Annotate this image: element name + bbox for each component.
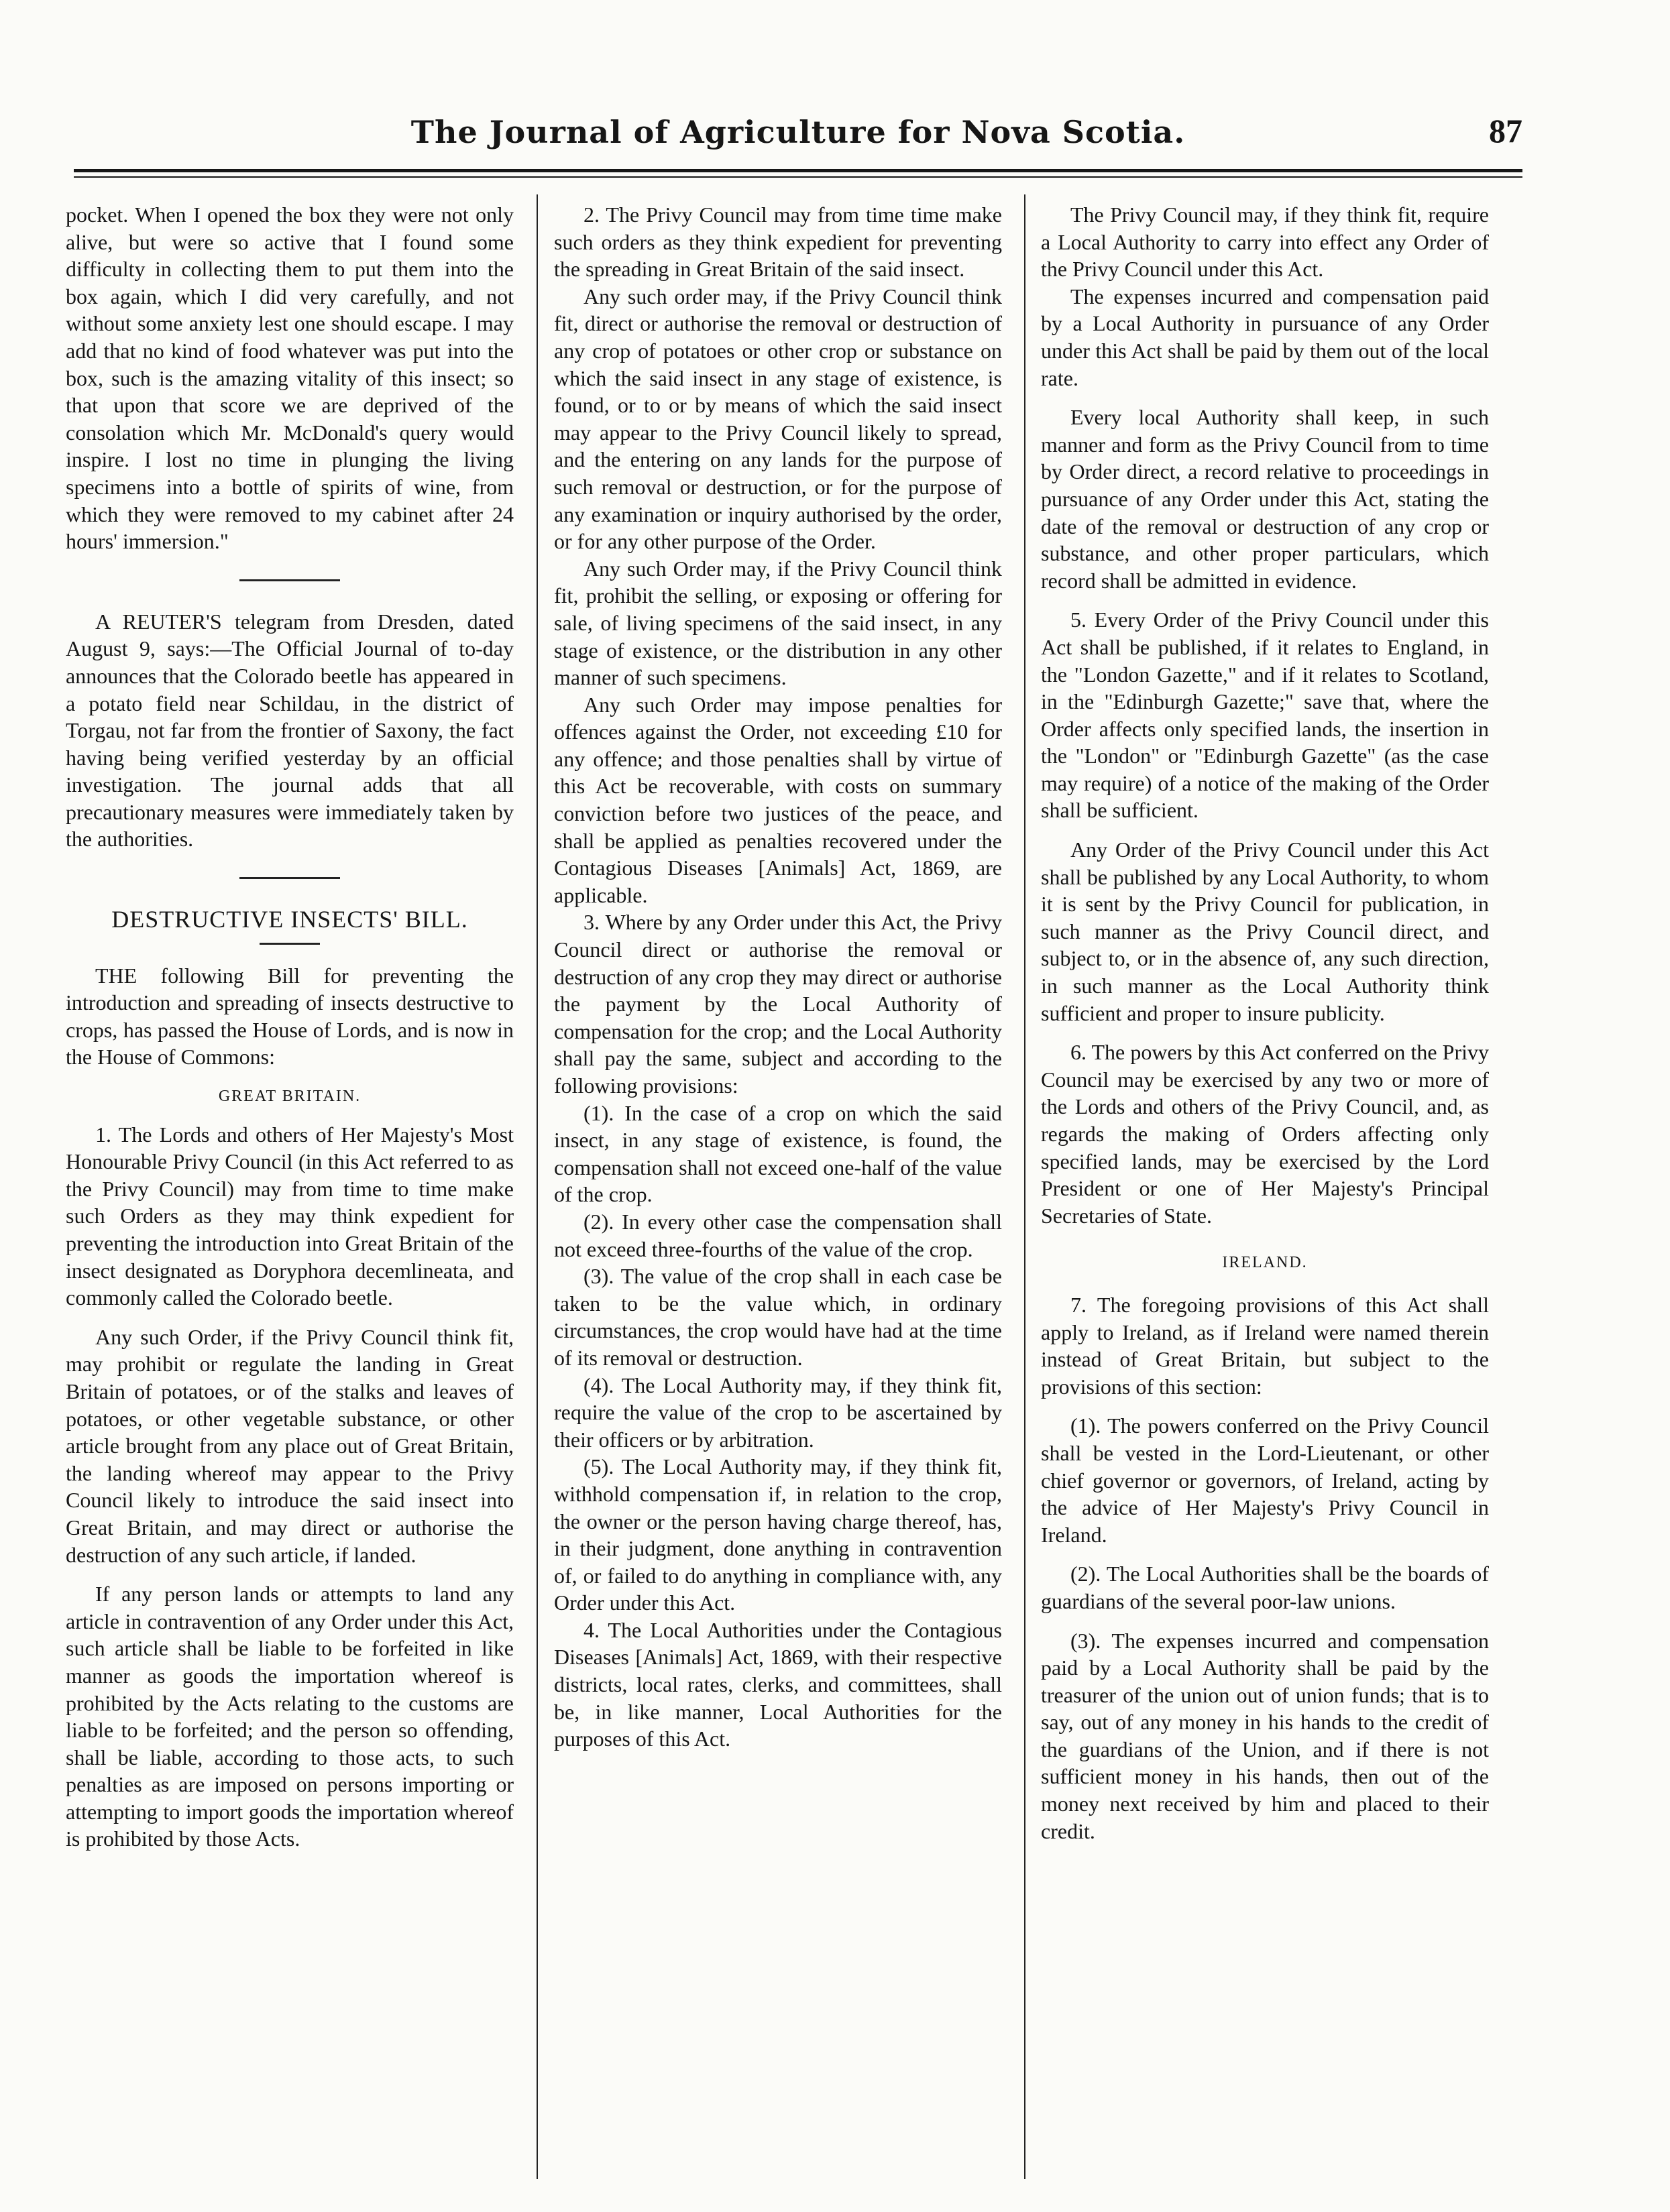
paragraph: pocket. When I opened the box they were not only alive, but were so active that I found some difficulty in collecting them to put them into the box again, which I did very carefully, and not without some anxiety lest one should escape. I may add that no kind of food whatever was put into the box, such is the amazing vitality of this insect; so that upon that score we are deprived of the consolation which Mr. McDonald's query would inspire. I lost no time in plunging the living specimens into a bottle of spirits of wine, from which they were removed to my cabinet after 24 hours' immersion." xyxy=(66,202,514,554)
paragraph: If any person lands or attempts to land any article in contravention of any Order under this Act, such article shall be liable to be forfeited in like manner as goods the importation whereof is prohibited by the Acts relating to the customs are liable to be forfeited; and the person so offending, shall be liable, according to those acts, to such penalties as are imposed on persons importing or attempting to import goods the importation whereof is prohibited by those Acts. xyxy=(66,1582,514,1851)
paragraph: Any such order may, if the Privy Council think fit, direct or authorise the removal or destruction of any crop of potatoes or other crop or substance on which the said insect in any stage of existence, is found, or to or by means of which the said insect may appear to the Privy Council likely to spread, and the entering on any lands for the purpose of such removal or destruction, or for the purpose of any examination or inquiry authorised by the order, or for any other purpose of the Order. xyxy=(554,284,1002,554)
paragraph: 1. The Lords and others of Her Majesty's Most Honourable Privy Council (in this Act referred to as the Privy Council) may from time to time make such Orders as they may think expedient for preventing the introduction into Great Britain of the insect designated as Doryphora decemlineata, and commonly called the Colorado beetle. xyxy=(66,1122,514,1310)
paragraph: 4. The Local Authorities under the Contagious Diseases [Animals] Act, 1869, with their respective districts, local rates, clerks, and committees, shall be, in like manner, Local Authorities for the purposes of this Act. xyxy=(554,1617,1002,1751)
paragraph: 2. The Privy Council may from time time make such orders as they think expedient for preventing the spreading in Great Britain of the said insect. xyxy=(554,202,1002,282)
paragraph: Every local Authority shall keep, in such manner and form as the Privy Council from to time by Order direct, a record relative to proceedings in pursuance of any Order under this Act, stating the date of the removal or destruction of any crop or substance, and other proper particulars, which record shall be admitted in evidence. xyxy=(1041,405,1489,593)
paragraph: 7. The foregoing provisions of this Act shall apply to Ireland, as if Ireland were named therein instead of Great Britain, but subject to the provisions of this section: xyxy=(1041,1292,1489,1399)
column-divider-1 xyxy=(537,194,538,2179)
paragraph: Any Order of the Privy Council under this Act shall be published by any Local Authority, to whom it is sent by the Privy Council for publication, in such manner as the Privy Council direct, and subject to, or in the absence of, any such direction, in such manner as the Local Authority think sufficient and proper to insure publicity. xyxy=(1041,837,1489,1025)
section-subheading: IRELAND. xyxy=(1222,1254,1308,1272)
paragraph: (4). The Local Authority may, if they think fit, require the value of the crop to be ascertained by their officers or by arbitration. xyxy=(554,1373,1002,1452)
paragraph: A REUTER'S telegram from Dresden, dated August 9, says:—The Official Journal of to-day announces that the Colorado beetle has appeared in a potato field near Schildau, in the district of Torgau, not far from the frontier of Saxony, the fact having being verified yesterday by an official investigation. The journal adds that all precautionary measures were immediately taken by the authorities. xyxy=(66,609,514,852)
paragraph: 6. The powers by this Act conferred on the Privy Council may be exercised by any two or more of the Lords and others of the Privy Council, and, as regards the making of Orders affecting only specified lands, may be exercised by the Lord President or one of Her Majesty's Principal Secretaries of State. xyxy=(1041,1040,1489,1228)
paragraph: 5. Every Order of the Privy Council under this Act shall be published, if it relates to England, in the "London Gazette," and if it relates to Scotland, in the "Edinburgh Gazette;" save that, where the Order affects only specified lands, the insertion in the "London" or "Edinburgh Gazette" (as the case may require) of a notice of the making of the Order shall be sufficient. xyxy=(1041,607,1489,823)
paragraph: 3. Where by any Order under this Act, the Privy Council direct or authorise the removal or destruction of any crop they may direct or authorise the payment by the Local Authority of compensation for the crop; and the Local Authority shall pay the same, subject and according to the following provisions: xyxy=(554,910,1002,1098)
paragraph: (1). In the case of a crop on which the said insect, in any stage of existence, is found, the compensation shall not exceed one-half of the value of the crop. xyxy=(554,1100,1002,1207)
paragraph: (3). The expenses incurred and compensation paid by a Local Authority shall be paid by the treasurer of the union out of union funds; that is to say, out of any money in his hands to the credit of the guardians of the Union, and if there is not sufficient money in his hands, then out of the money next received by him and placed to their credit. xyxy=(1041,1628,1489,1843)
paragraph: (2). In every other case the compensation shall not exceed three-fourths of the value of the crop. xyxy=(554,1209,1002,1261)
paragraph: (1). The powers conferred on the Privy Council shall be vested in the Lord-Lieutenant, or other chief governor or governors, of Ireland, acting by the advice of Her Majesty's Privy Council in Ireland. xyxy=(1041,1413,1489,1547)
paragraph: (3). The value of the crop shall in each case be taken to be the value which, in ordinary circumstances, the crop would have had at the time of its removal or destruction. xyxy=(554,1264,1002,1370)
section-divider xyxy=(239,579,340,581)
column-divider-2 xyxy=(1024,194,1025,2179)
column-1 xyxy=(66,201,514,2172)
section-subheading: GREAT BRITAIN. xyxy=(218,1088,361,1106)
article-heading: DESTRUCTIVE INSECTS' BILL. xyxy=(111,906,468,933)
paragraph: Any such Order may, if the Privy Council think fit, prohibit the selling, or exposing or offering for sale, of living specimens of the said insect, in any stage of existence, or the distribution in any other manner of such specimens. xyxy=(554,556,1002,690)
paragraph: Any such Order, if the Privy Council think fit, may prohibit or regulate the landing in Great Britain of potatoes, or of the stalks and leaves of potatoes, or other vegetable substance, or other article brought from any place out of Great Britain, the landing whereof may appear to the Privy Council likely to introduce the said insect into Great Britain, and may direct or authorise the destruction of any such article, if landed. xyxy=(66,1324,514,1567)
journal-title: The Journal of Agriculture for Nova Scotia. xyxy=(410,114,1186,150)
header-rule-thin xyxy=(74,176,1522,178)
column-2 xyxy=(554,201,1002,2172)
page-number: 87 xyxy=(1489,112,1522,150)
heading-underline xyxy=(260,943,320,945)
section-divider xyxy=(239,877,340,879)
paragraph: The Privy Council may, if they think fit, require a Local Authority to carry into effect any Order of the Privy Council under this Act. xyxy=(1041,202,1489,282)
paragraph: The expenses incurred and compensation paid by a Local Authority in pursuance of any Order under this Act shall be paid by them out of the local rate. xyxy=(1041,284,1489,390)
paragraph: THE following Bill for preventing the introduction and spreading of insects destructive to crops, has passed the House of Lords, and is now in the House of Commons: xyxy=(66,963,514,1069)
paragraph: Any such Order may impose penalties for offences against the Order, not exceeding £10 for any offence; and those penalties shall by virtue of this Act be recoverable, with costs on summary conviction before two justices of the peace, and shall be applied as penalties recovered under the Contagious Diseases [Animals] Act, 1869, are applicable. xyxy=(554,692,1002,907)
column-3 xyxy=(1041,201,1489,2172)
page-header xyxy=(74,101,1522,161)
header-rule-thick xyxy=(74,169,1522,172)
paragraph: (5). The Local Authority may, if they think fit, withhold compensation if, in relation to the crop, the owner or the person having charge thereof, has, in their judgment, done anything in contravention of, or failed to do anything in compliance with, any Order under this Act. xyxy=(554,1454,1002,1615)
paragraph: (2). The Local Authorities shall be the boards of guardians of the several poor-law unions. xyxy=(1041,1562,1489,1613)
